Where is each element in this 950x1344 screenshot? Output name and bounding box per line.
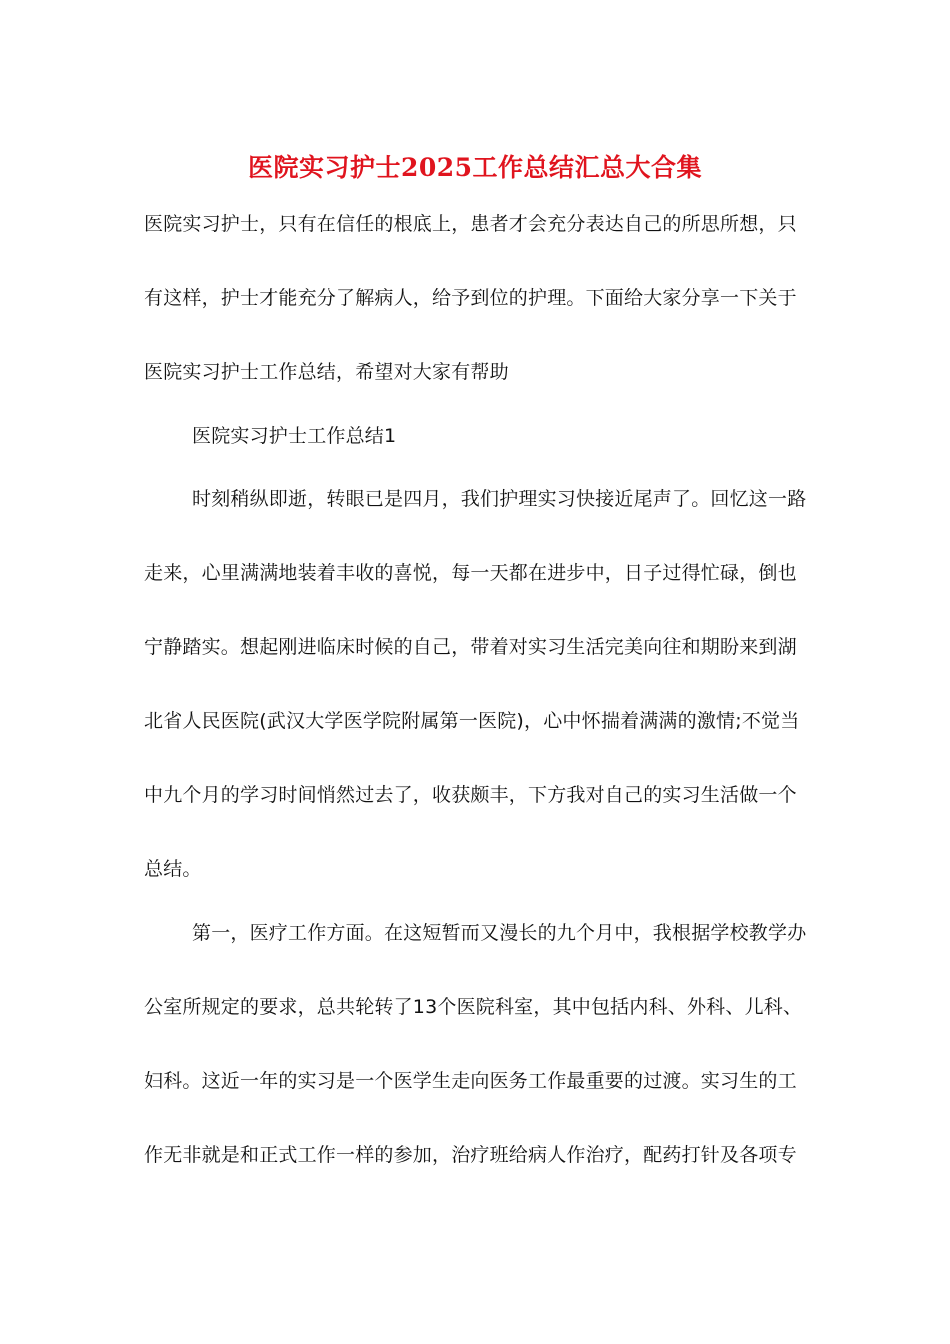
paragraph-line: 第一，医疗工作方面。在这短暂而又漫长的九个月中，我根据学校教学办: [192, 922, 807, 944]
paragraph-line: 时刻稍纵即逝，转眼已是四月，我们护理实习快接近尾声了。回忆这一路: [192, 488, 807, 510]
section-heading: 医院实习护士工作总结1: [192, 425, 397, 447]
paragraph-line: 作无非就是和正式工作一样的参加，治疗班给病人作治疗，配药打针及各项专: [144, 1144, 797, 1166]
paragraph-line: 走来，心里满满地装着丰收的喜悦，每一天都在进步中，日子过得忙碌，倒也: [144, 562, 797, 584]
paragraph-line: 总结。: [144, 858, 202, 880]
paragraph-line: 妇科。这近一年的实习是一个医学生走向医务工作最重要的过渡。实习生的工: [144, 1070, 797, 1092]
paragraph-line: 医院实习护士工作总结，希望对大家有帮助: [144, 361, 509, 383]
paragraph-line: 宁静踏实。想起刚进临床时候的自己，带着对实习生活完美向往和期盼来到湖: [144, 636, 797, 658]
document-title: 医院实习护士2025工作总结汇总大合集: [247, 153, 703, 182]
paragraph-line: 中九个月的学习时间悄然过去了，收获颇丰，下方我对自己的实习生活做一个: [144, 784, 797, 806]
paragraph-line: 公室所规定的要求，总共轮转了13个医院科室，其中包括内科、外科、儿科、: [144, 996, 803, 1018]
paragraph-line: 北省人民医院(武汉大学医学院附属第一医院)，心中怀揣着满满的激情;不觉当: [144, 710, 800, 732]
paragraph-line: 有这样，护士才能充分了解病人，给予到位的护理。下面给大家分享一下关于: [144, 287, 797, 309]
paragraph-line: 医院实习护士，只有在信任的根底上，患者才会充分表达自己的所思所想，只: [144, 213, 797, 235]
